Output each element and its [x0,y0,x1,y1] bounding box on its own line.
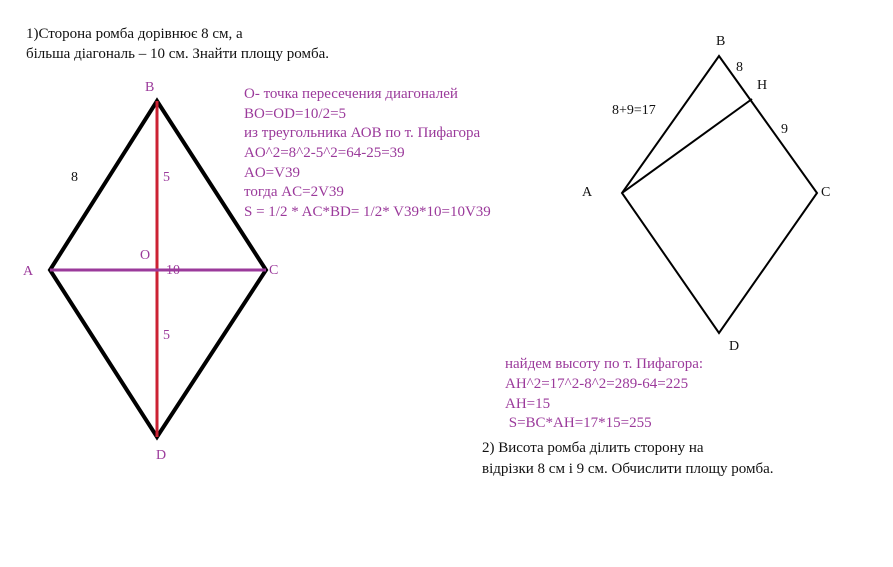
solution-1-line: AO=V39 [244,165,300,181]
solution-1-line: О- точка пересечения диагоналей [244,86,458,102]
problem-2-line-1: 2) Висота ромба ділить сторону на [482,440,704,456]
fig2-ab-label: 8+9=17 [612,103,656,118]
solution-2-line: AH^2=17^2-8^2=289-64=225 [505,376,689,392]
fig2-vertex-b: B [716,34,726,49]
fig1-od-label: 5 [163,328,170,343]
fig2-point-h: H [757,78,768,93]
fig2-bh-label: 8 [736,60,743,75]
solution-1-line: AO^2=8^2-5^2=64-25=39 [244,145,405,161]
fig1-center-o: O [140,248,151,263]
fig1-side-ab-label: 8 [71,170,78,185]
problem-1-line-2: більша діагональ – 10 см. Знайти площу ромба. [26,46,329,62]
solution-1-line: тогда AC=2V39 [244,184,344,200]
fig1-vertex-a: A [23,264,34,279]
fig2-vertex-d: D [729,339,740,354]
rhombus-2 [622,56,817,333]
solution-1-line: из треугольника АОВ по т. Пифагора [244,125,481,141]
rhombus-2-outline [622,56,817,333]
fig1-diagonal-label: 10 [166,263,180,278]
fig2-hc-label: 9 [781,122,788,137]
rhombus-1 [50,101,266,437]
fig2-vertex-c: C [821,185,831,200]
fig1-vertex-c: C [269,263,279,278]
fig1-bo-label: 5 [163,170,170,185]
problem-2-line-2: відрізки 8 см і 9 см. Обчислити площу ромба. [482,461,774,477]
fig1-vertex-d: D [156,448,167,463]
solution-1-line: S = 1/2 * AC*BD= 1/2* V39*10=10V39 [244,204,491,220]
solution-2-line: AH=15 [505,396,551,412]
problem-1-line-1: 1)Сторона ромба дорівнює 8 см, а [26,26,243,42]
solution-2-line: найдем высоту по т. Пифагора: [505,356,704,372]
solution-2-line: S=BC*AH=17*15=255 [505,415,652,431]
fig1-vertex-b: B [145,80,155,95]
solution-1-line: BO=OD=10/2=5 [244,106,347,122]
fig2-vertex-a: A [582,185,593,200]
